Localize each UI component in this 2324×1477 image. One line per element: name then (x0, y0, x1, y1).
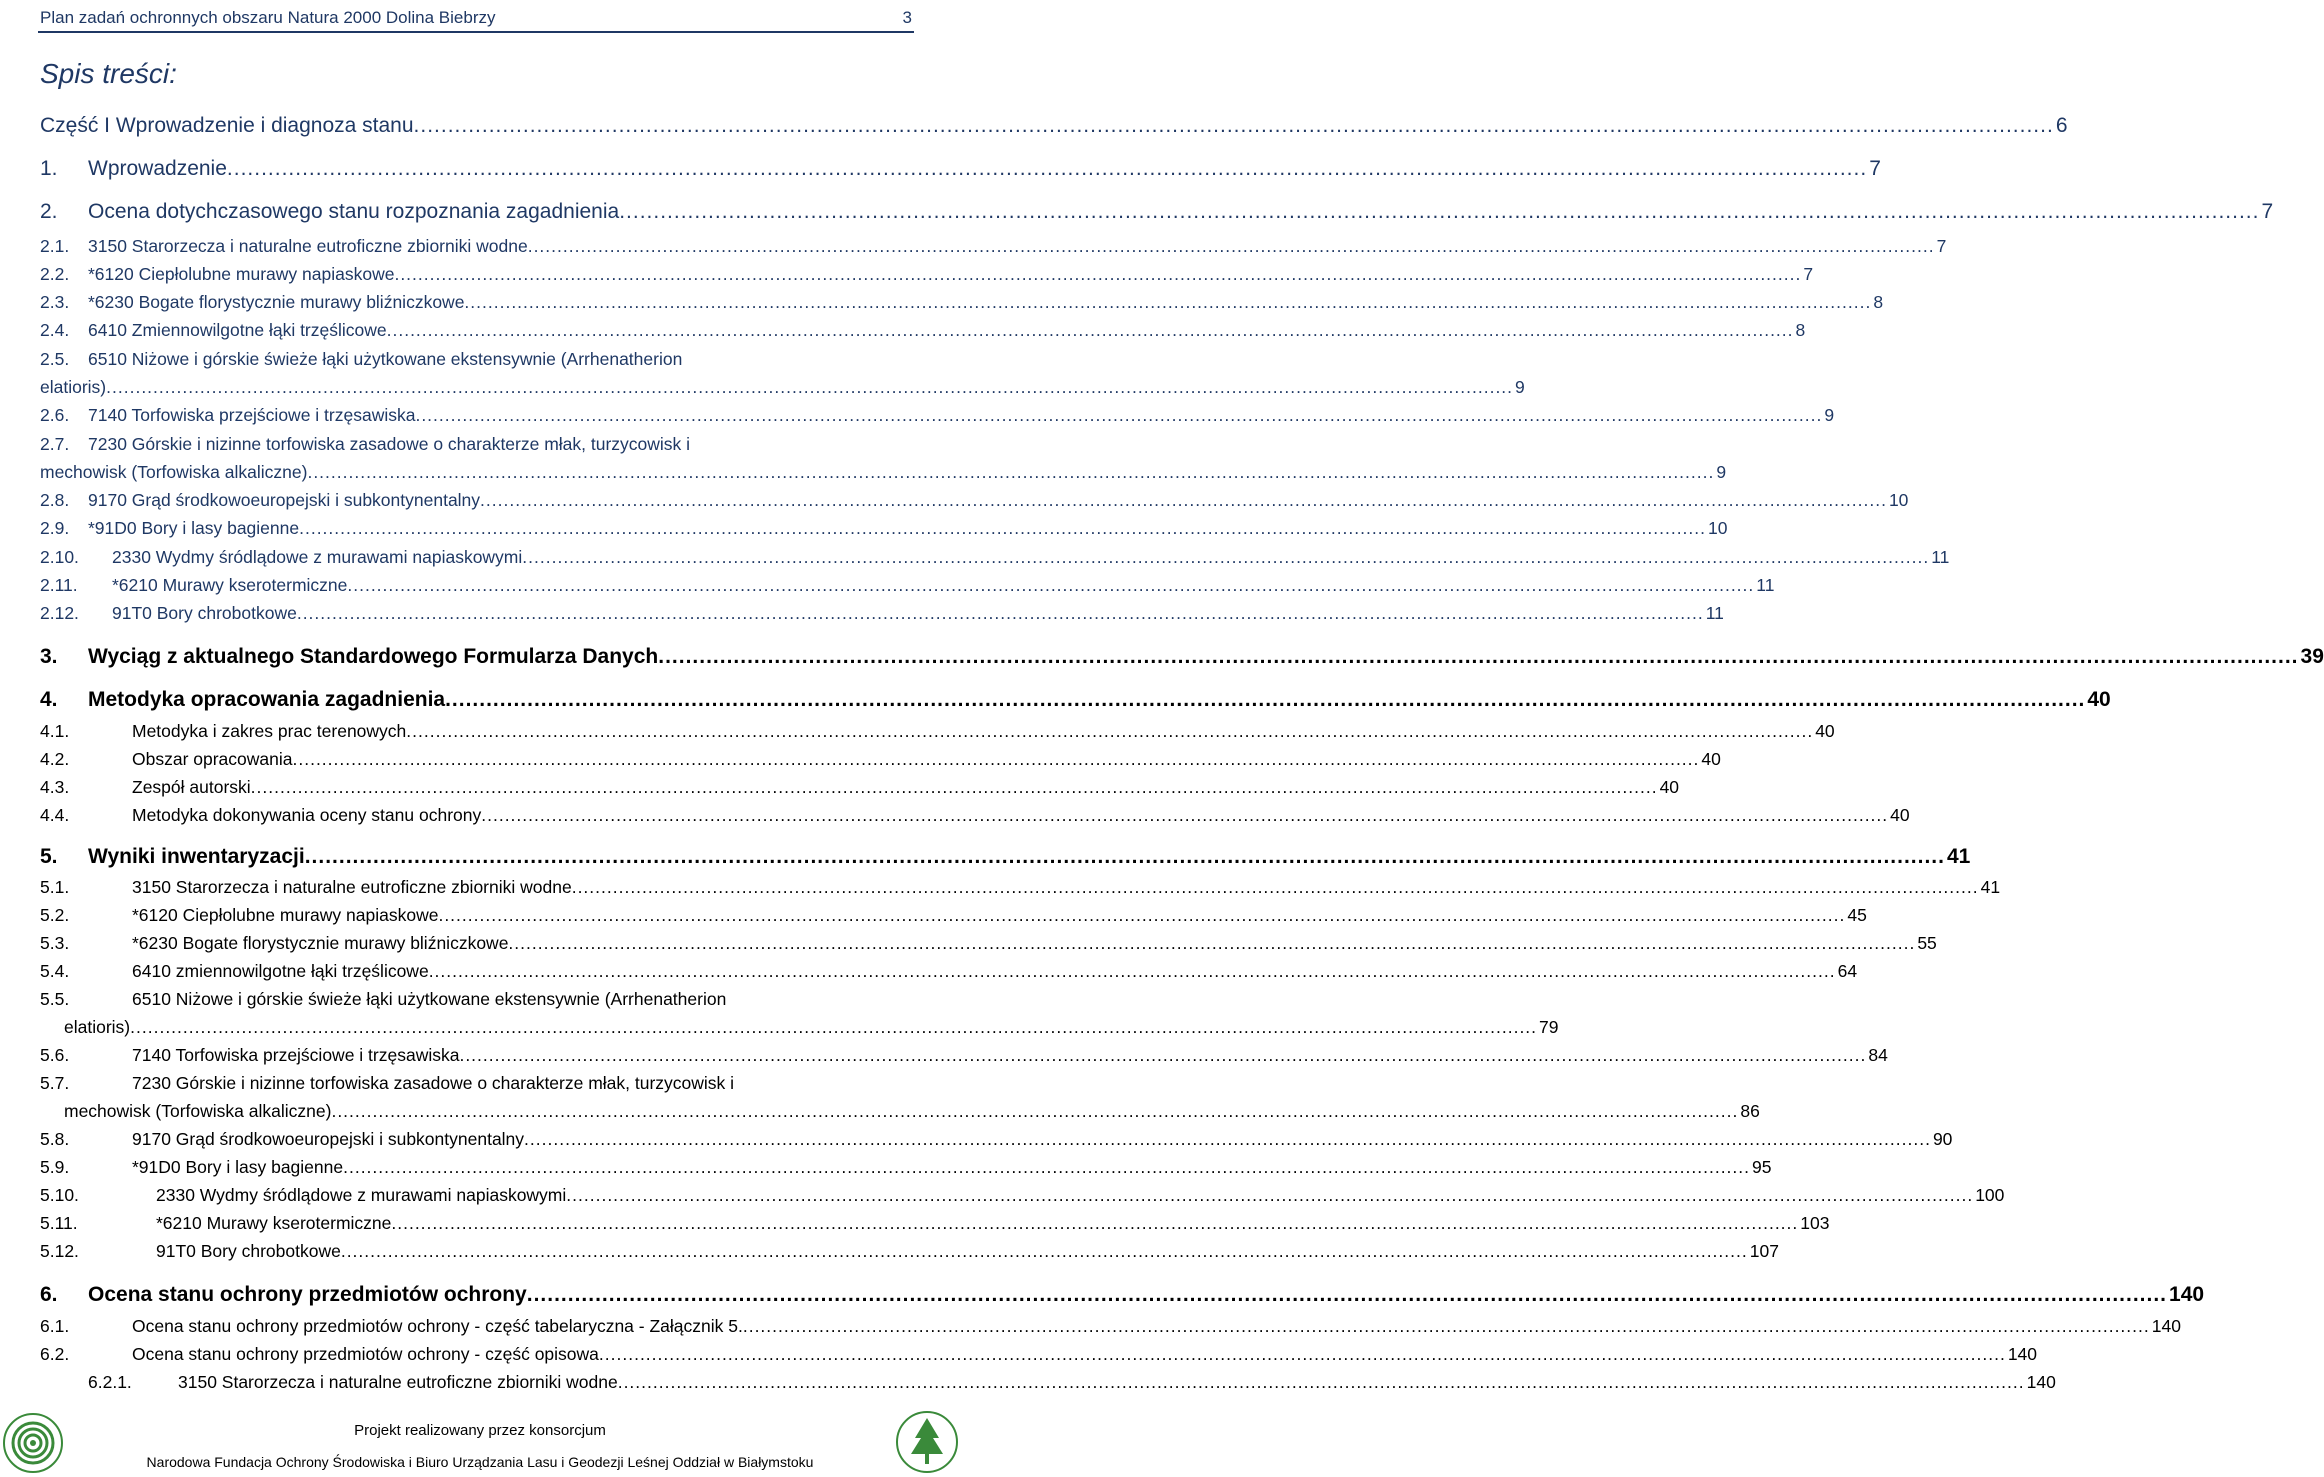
toc-entry[interactable] (40, 1045, 1888, 1066)
toc-entry-page: 55 (1917, 933, 1937, 953)
toc-entry-page: 100 (1975, 1185, 2005, 1205)
toc-leader (743, 1316, 2150, 1337)
toc-entry-page: 40 (2087, 688, 2111, 711)
header-divider (38, 31, 914, 33)
toc-entry[interactable] (40, 933, 1937, 954)
toc-leader (391, 1213, 1798, 1234)
toc-entry-text: Obszar opracowania (132, 749, 293, 769)
toc-leader (130, 1017, 1537, 1038)
toc-entry-text: 3150 Starorzecza i naturalne eutroficzne zbiorniki wodne (88, 236, 528, 256)
toc-entry-number: 5.4. (40, 961, 70, 981)
toc-entry[interactable] (40, 1316, 2181, 1337)
running-header (40, 0, 912, 28)
toc-entry-number: 2.5. (40, 349, 70, 369)
toc-leader (599, 1344, 2006, 1365)
toc-entry-text: 9170 Grąd środkowoeuropejski i subkontynentalny (88, 490, 481, 510)
toc-leader (251, 777, 1658, 798)
toc-leader (528, 236, 1935, 257)
toc-leader (414, 114, 2054, 138)
toc-leader (524, 1129, 1931, 1150)
toc-entry[interactable] (40, 905, 1867, 926)
toc-entry-text: Metodyka dokonywania oceny stanu ochrony (132, 805, 482, 825)
toc-leader (406, 721, 1813, 742)
toc-entry-number: 6.2.1. (88, 1372, 132, 1392)
toc-entry-page: 84 (1868, 1045, 1888, 1065)
toc-entry-text: mechowisk (Torfowiska alkaliczne) (64, 1101, 332, 1121)
toc-leader (480, 490, 1887, 511)
toc-entry-number: 6. (40, 1283, 58, 1306)
toc-entry-continuation[interactable] (40, 462, 1727, 483)
toc-entry-text: 91T0 Bory chrobotkowe (156, 1241, 341, 1261)
toc-entry-number: 2.4. (40, 320, 70, 340)
toc-entry-number: 5.8. (40, 1129, 70, 1149)
toc-entry[interactable] (40, 292, 1884, 313)
toc-entry-text: *6210 Murawy kserotermiczne (112, 575, 348, 595)
toc-entry-text: *6230 Bogate florystycznie murawy bliźniczkowe (88, 292, 465, 312)
toc-entry-number: 2.8. (40, 490, 70, 510)
toc-entry-number: 5.1. (40, 877, 70, 897)
toc-entry-text: Zespół autorski (132, 777, 251, 797)
toc-entry[interactable] (40, 805, 1910, 826)
toc-entry[interactable] (40, 749, 1721, 770)
toc-entry-page: 11 (1931, 547, 1950, 567)
toc-entry-page: 8 (1873, 292, 1884, 312)
toc-entry-number: 5. (40, 845, 58, 868)
toc-entry[interactable] (40, 645, 2324, 669)
toc-entry-number: 2.7. (40, 434, 70, 454)
toc-entry-page: 41 (1980, 877, 2001, 897)
toc-entry-page: 10 (1708, 518, 1728, 538)
toc-entry-text: *91D0 Bory i lasy bagienne (132, 1157, 344, 1177)
toc-entry-page: 9 (1515, 377, 1525, 397)
toc-leader (297, 603, 1704, 624)
toc-entry-number: 2.3. (40, 292, 70, 312)
toc-entry-number: 6.1. (40, 1316, 70, 1336)
toc-entry[interactable] (40, 1283, 2205, 1307)
toc-entry-page: 11 (1756, 575, 1775, 595)
toc-entry[interactable] (40, 200, 2274, 224)
toc-entry-page: 140 (2169, 1283, 2205, 1306)
toc-entry-number: 3. (40, 645, 58, 668)
toc-entry-text: *6210 Murawy kserotermiczne (156, 1213, 392, 1233)
toc-leader (464, 292, 1871, 313)
toc-entry-page: 7 (1869, 157, 1881, 180)
toc-entry-text: *6120 Ciepłolubne murawy napiaskowe (132, 905, 439, 925)
toc-entry-number: 2.11. (40, 575, 78, 595)
toc-entry[interactable] (40, 547, 1950, 568)
toc-entry-page: 140 (2026, 1372, 2056, 1392)
toc-entry[interactable] (40, 405, 1835, 426)
toc-entry-page: 40 (1815, 721, 1835, 741)
toc-leader (618, 1372, 2025, 1393)
toc-entry-page: 79 (1539, 1017, 1559, 1037)
toc-leader (429, 961, 1836, 982)
toc-entry-number: 5.7. (40, 1073, 70, 1093)
toc-leader (293, 749, 1700, 770)
toc-entry-number: 4.1. (40, 721, 70, 741)
toc-entry[interactable] (40, 114, 2068, 138)
toc-entry-text: 2330 Wydmy śródlądowe z murawami napiaskowymi (112, 547, 523, 567)
toc-entry-text: *91D0 Bory i lasy bagienne (88, 518, 300, 538)
toc-entry[interactable] (40, 1344, 2038, 1365)
toc-entry-number: 1. (40, 157, 58, 180)
toc-entry-page: 11 (1705, 603, 1724, 623)
toc-entry-number: 5.9. (40, 1157, 70, 1177)
toc-entry[interactable] (40, 490, 1909, 511)
footer-line-1: Projekt realizowany przez konsorcjum (354, 1422, 606, 1439)
toc-leader (387, 320, 1794, 341)
toc-entry[interactable] (40, 575, 1775, 596)
toc-entry[interactable] (40, 349, 912, 370)
toc-entry-number: 5.2. (40, 905, 70, 925)
toc-entry-text: 7140 Torfowiska przejściowe i trzęsawiska (88, 405, 416, 425)
toc-entry-text: mechowisk (Torfowiska alkaliczne) (40, 462, 308, 482)
toc-entry[interactable] (40, 1073, 912, 1094)
toc-entry-text: Metodyka i zakres prac terenowych (132, 721, 407, 741)
toc-entry-page: 40 (1701, 749, 1721, 769)
toc-entry-text: elatioris) (40, 377, 107, 397)
toc-entry[interactable] (40, 688, 2111, 712)
toc-entry-text: Ocena stanu ochrony przedmiotów ochrony - część tabelaryczna - Załącznik 5. (132, 1316, 743, 1336)
toc-leader (415, 405, 1822, 426)
toc-entry[interactable] (40, 721, 1835, 742)
toc-leader (508, 933, 1915, 954)
toc-entry-text: Ocena stanu ochrony przedmiotów ochrony (88, 1283, 527, 1306)
toc-entry-page: 7 (1936, 236, 1947, 256)
toc-title: Spis treści: (40, 58, 177, 89)
toc-entry-text: 6510 Niżowe i górskie świeże łąki użytkowane ekstensywnie (Arrhenatherion (88, 349, 683, 369)
toc-entry-text: 9170 Grąd środkowoeuropejski i subkontynentalny (132, 1129, 525, 1149)
toc-entry[interactable] (40, 434, 912, 455)
toc-entry-text: 3150 Starorzecza i naturalne eutroficzne zbiorniki wodne (178, 1372, 618, 1392)
header-page-number: 3 (902, 8, 912, 27)
toc-entry-number: 6.2. (40, 1344, 70, 1364)
toc-entry-number: 4. (40, 688, 58, 711)
toc-entry[interactable] (40, 1129, 1953, 1150)
toc-entry-page: 6 (2055, 114, 2068, 137)
toc-entry[interactable] (40, 989, 912, 1010)
toc-entry[interactable] (40, 1241, 1779, 1262)
toc-entry-page: 140 (2151, 1316, 2181, 1336)
toc-entry-continuation[interactable] (40, 1101, 1760, 1122)
toc-entry-number: 5.6. (40, 1045, 70, 1065)
toc-entry-page: 140 (2007, 1344, 2038, 1364)
toc-entry[interactable] (40, 157, 1881, 181)
toc-entry-text: Wprowadzenie (88, 157, 227, 180)
toc-entry[interactable] (88, 1372, 2056, 1393)
toc-leader (331, 1101, 1738, 1122)
toc-entry-text: 6410 zmiennowilgotne łąki trzęślicowe (132, 961, 429, 981)
toc-entry-text: Ocena stanu ochrony przedmiotów ochrony - część opisowa (132, 1344, 599, 1364)
toc-entry-text: 91T0 Bory chrobotkowe (112, 603, 297, 623)
toc-leader (522, 547, 1929, 568)
toc-leader (347, 575, 1754, 596)
toc-entry-text: Wyniki inwentaryzacji (88, 845, 305, 868)
toc-entry-number: 2.2. (40, 264, 70, 284)
toc-entry-text: 3150 Starorzecza i naturalne eutroficzne zbiorniki wodne (132, 877, 572, 897)
toc-entry-number: 5.12. (40, 1241, 79, 1261)
toc-entry[interactable] (40, 961, 1858, 982)
toc-entry-text: *6230 Bogate florystycznie murawy bliźniczkowe (132, 933, 509, 953)
toc-entry[interactable] (40, 1213, 1830, 1234)
toc-entry-text: Część I Wprowadzenie i diagnoza stanu (40, 114, 414, 137)
toc-entry-number: 2.6. (40, 405, 70, 425)
toc-entry-text: 6510 Niżowe i górskie świeże łąki użytkowane ekstensywnie (Arrhenatherion (132, 989, 727, 1009)
toc-entry[interactable] (40, 603, 1724, 624)
toc-entry-page: 95 (1752, 1157, 1772, 1177)
toc-entry-text: 6410 Zmiennowilgotne łąki trzęślicowe (88, 320, 387, 340)
toc-leader (566, 1185, 1973, 1206)
toc-leader (572, 877, 1979, 898)
toc-leader (527, 1283, 2167, 1307)
toc-entry[interactable] (40, 236, 1947, 257)
toc-entry-page: 41 (1946, 845, 1971, 868)
toc-entry-text: Wyciąg z aktualnego Standardowego Formularza Danych (88, 645, 659, 668)
toc-leader (394, 264, 1801, 285)
toc-leader (341, 1241, 1748, 1262)
toc-leader (106, 377, 1513, 398)
toc-entry-number: 5.11. (40, 1213, 78, 1233)
toc-leader (445, 688, 2085, 712)
toc-entry-page: 9 (1716, 462, 1727, 482)
toc-entry-page: 40 (1890, 805, 1910, 825)
toc-entry-page: 9 (1824, 405, 1835, 425)
toc-leader (481, 805, 1888, 826)
toc-entry-text: elatioris) (64, 1017, 131, 1037)
toc-entry[interactable] (40, 1185, 2005, 1206)
toc-entry-number: 2.10. (40, 547, 79, 567)
footer-line-2: Narodowa Fundacja Ochrony Środowiska i Biuro Urządzania Lasu i Geodezji Leśnej Oddział w Białymstoku (146, 1454, 814, 1470)
toc-entry-number: 4.4. (40, 805, 70, 825)
toc-entry-number: 5.3. (40, 933, 70, 953)
toc-entry[interactable] (40, 845, 1971, 869)
toc-leader (343, 1157, 1750, 1178)
toc-entry-page: 7 (1803, 264, 1814, 284)
toc-entry[interactable] (40, 518, 1728, 539)
toc-entry-page: 45 (1847, 905, 1867, 925)
header-title: Plan zadań ochronnych obszaru Natura 2000 Dolina Biebrzy (40, 8, 496, 27)
toc-leader (307, 462, 1714, 483)
toc-entry[interactable] (40, 264, 1814, 285)
toc-entry-page: 10 (1888, 490, 1909, 510)
toc-leader (305, 845, 1945, 869)
toc-entry-page: 7 (2261, 200, 2274, 223)
toc-entry-page: 90 (1932, 1129, 1953, 1149)
toc-entry[interactable] (40, 320, 1806, 341)
toc-entry-page: 86 (1740, 1101, 1760, 1121)
toc-entry[interactable] (40, 877, 2001, 898)
toc-entry-text: 7230 Górskie i nizinne torfowiska zasadowe o charakterze młak, turzycowisk i (88, 434, 691, 454)
toc-entry-text: 2330 Wydmy śródlądowe z murawami napiaskowymi (156, 1185, 567, 1205)
toc-entry-page: 107 (1749, 1241, 1779, 1261)
toc-entry-number: 2. (40, 200, 58, 223)
toc-entry-page: 39 (2300, 645, 2324, 668)
toc-leader (438, 905, 1845, 926)
toc-entry-text: Metodyka opracowania zagadnienia (88, 688, 446, 711)
toc-entry-text: 7140 Torfowiska przejściowe i trzęsawiska (132, 1045, 460, 1065)
toc-entry-page: 64 (1837, 961, 1858, 981)
toc-entry[interactable] (40, 1157, 1772, 1178)
toc-entry[interactable] (40, 777, 1680, 798)
toc-entry-page: 40 (1659, 777, 1680, 797)
toc-entry-page: 103 (1800, 1213, 1830, 1233)
toc-entry-number: 2.12. (40, 603, 79, 623)
toc-entry-text: Ocena dotychczasowego stanu rozpoznania zagadnienia (88, 200, 620, 223)
toc-leader (227, 157, 1867, 181)
toc-entry-number: 4.2. (40, 749, 70, 769)
toc-entry-page: 8 (1795, 320, 1806, 340)
toc-entry-number: 5.10. (40, 1185, 79, 1205)
toc-leader (658, 645, 2298, 669)
buligl-logo-icon (895, 1410, 959, 1474)
toc-entry-continuation[interactable] (40, 377, 1525, 398)
toc-entry-text: 7230 Górskie i nizinne torfowiska zasadowe o charakterze młak, turzycowisk i (132, 1073, 735, 1093)
toc-entry-number: 2.1. (40, 236, 70, 256)
toc-entry-number: 5.5. (40, 989, 70, 1009)
toc-leader (459, 1045, 1866, 1066)
toc-leader (619, 200, 2259, 224)
toc-entry-continuation[interactable] (40, 1017, 1559, 1038)
toc-entry-number: 4.3. (40, 777, 70, 797)
toc-leader (299, 518, 1706, 539)
toc-entry-number: 2.9. (40, 518, 70, 538)
toc-entry-text: *6120 Ciepłolubne murawy napiaskowe (88, 264, 395, 284)
